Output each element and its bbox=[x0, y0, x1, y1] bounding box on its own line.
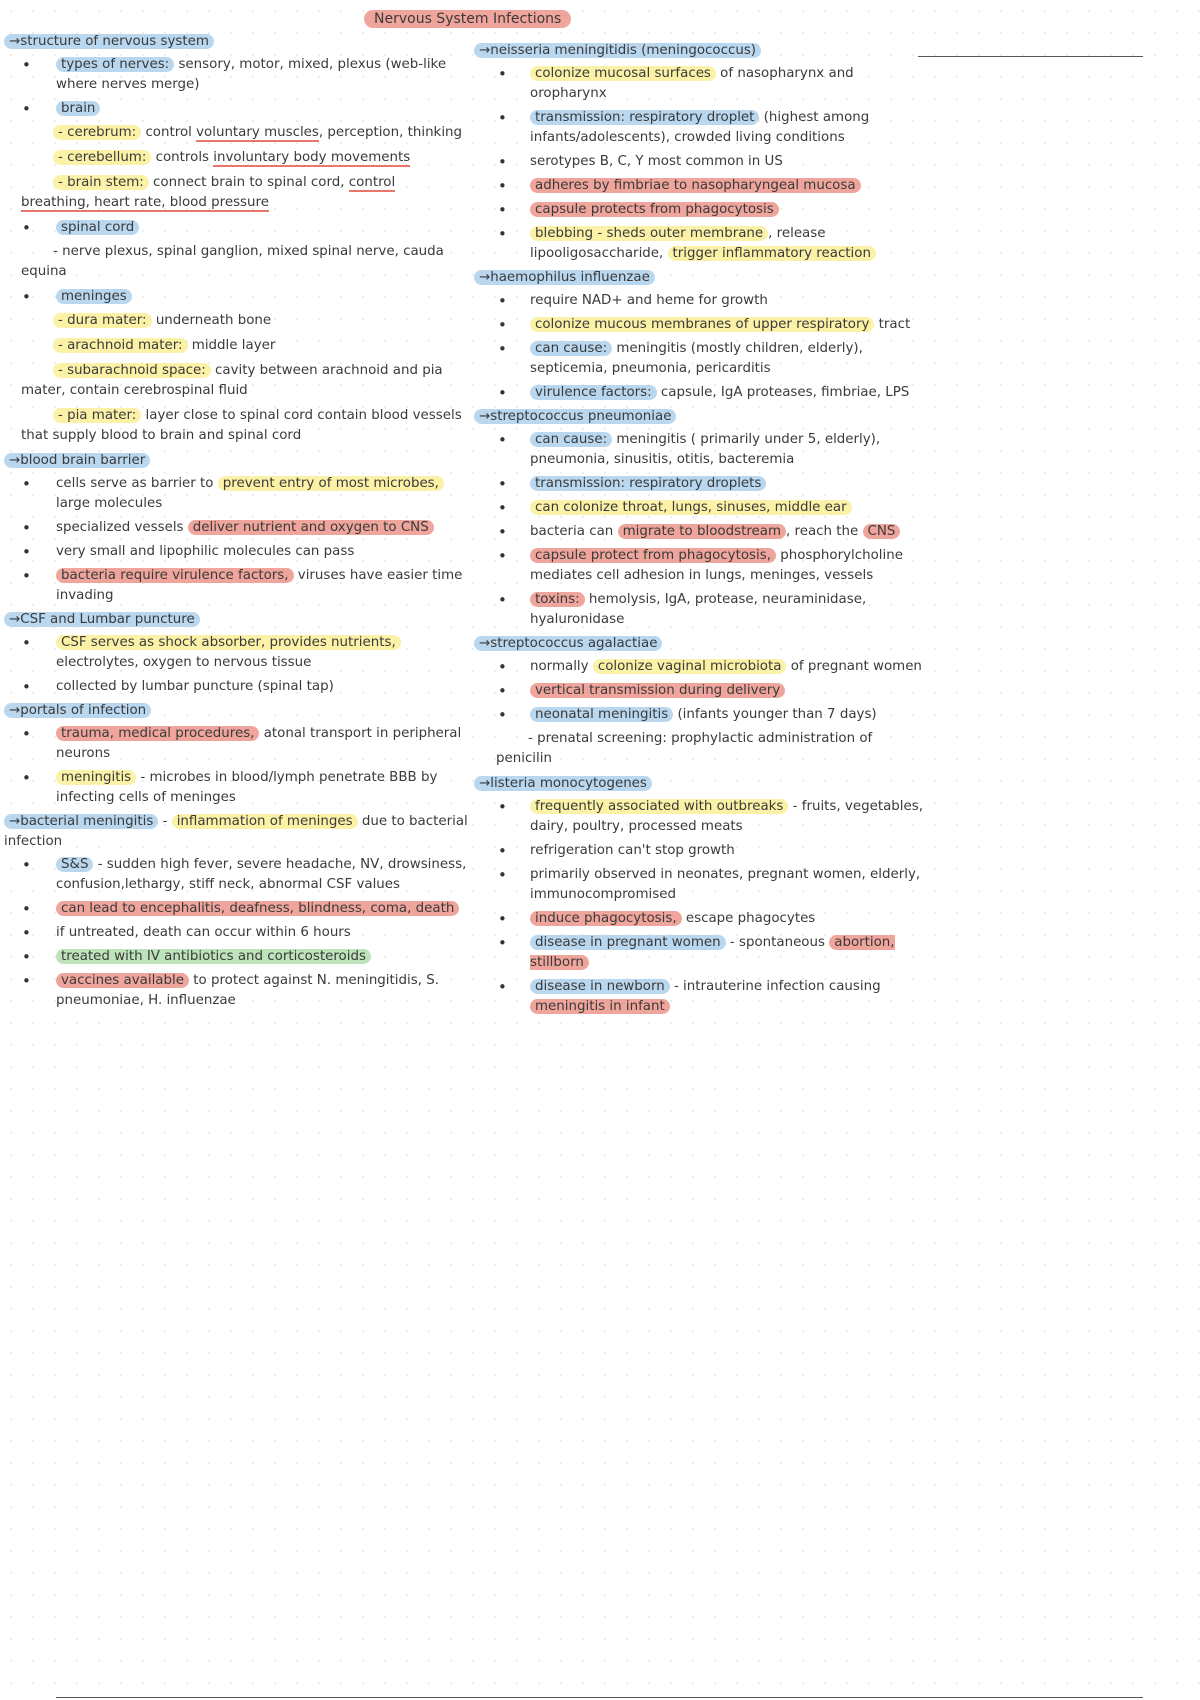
bullet-complications: • can lead to encephalitis, deafness, blindness, coma, death bbox=[4, 899, 468, 919]
right-column bbox=[474, 41, 924, 1021]
sub-brain-stem: - brain stem: connect brain to spinal cord, control breathing, heart rate, blood pressure bbox=[21, 175, 396, 210]
bullet-spinal-cord: • spinal cord bbox=[4, 218, 468, 238]
sub-arachnoid-mater: - arachnoid mater: middle layer bbox=[4, 336, 468, 356]
bullet-bbb-vessels: • specialized vessels deliver nutrient and oxygen to CNS bbox=[4, 518, 468, 538]
bullet-listeria-newborn: • disease in newborn - intrauterine infection causing meningitis in infant bbox=[474, 977, 924, 1017]
section-heading-bacterial-meningitis: →bacterial meningitis - inflammation of meninges due to bacterial infection bbox=[4, 814, 468, 849]
bullet-brain: • brain bbox=[4, 99, 468, 119]
bullet-types-of-nerves: • types of nerves: sensory, motor, mixed, plexus (web-like where nerves merge) bbox=[4, 55, 468, 95]
section-heading-portals: →portals of infection bbox=[4, 701, 468, 721]
sub-dura-mater: - dura mater: underneath bone bbox=[4, 311, 468, 331]
bullet-agalactiae-vertical: • vertical transmission during delivery bbox=[474, 681, 924, 701]
bullet-neisseria-colonize: • colonize mucosal surfaces of nasopharynx and oropharynx bbox=[474, 64, 924, 104]
bullet-bbb-barrier: • cells serve as barrier to prevent entry of most microbes, large molecules bbox=[4, 474, 468, 514]
bullet-pneumo-transmission: • transmission: respiratory droplets bbox=[474, 474, 924, 494]
bullet-listeria-refrigeration: • refrigeration can't stop growth bbox=[474, 841, 924, 861]
section-heading-strep-pneumoniae: →streptococcus pneumoniae bbox=[474, 407, 924, 427]
bullet-vaccines: • vaccines available to protect against N. meningitidis, S. pneumoniae, H. influenzae bbox=[4, 971, 468, 1011]
bullet-neisseria-capsule: • capsule protects from phagocytosis bbox=[474, 200, 924, 220]
top-rule bbox=[918, 56, 1143, 57]
sub-cerebellum: - cerebellum: controls involuntary body movements bbox=[4, 148, 468, 168]
bullet-pneumo-toxins: • toxins: hemolysis, IgA, protease, neuraminidase, hyaluronidase bbox=[474, 590, 924, 630]
section-heading-listeria: →listeria monocytogenes bbox=[474, 774, 924, 794]
bullet-haemophilus-growth: • require NAD+ and heme for growth bbox=[474, 291, 924, 311]
bullet-haemophilus-colonize: • colonize mucous membranes of upper respiratory tract bbox=[474, 315, 924, 335]
bottom-rule bbox=[56, 1697, 1143, 1698]
page-title: Nervous System Infections bbox=[364, 10, 571, 28]
section-heading-strep-agalactiae: →streptococcus agalactiae bbox=[474, 634, 924, 654]
bullet-untreated: • if untreated, death can occur within 6 hours bbox=[4, 923, 468, 943]
bullet-pneumo-bloodstream: • bacteria can migrate to bloodstream , reach the CNS bbox=[474, 522, 924, 542]
sub-spinal-parts: - nerve plexus, spinal ganglion, mixed spinal nerve, cauda equina bbox=[21, 244, 444, 279]
bullet-bbb-lipophilic: • very small and lipophilic molecules can pass bbox=[4, 542, 468, 562]
section-heading-haemophilus: →haemophilus influenzae bbox=[474, 268, 924, 288]
bullet-neisseria-fimbriae: • adheres by fimbriae to nasopharyngeal mucosa bbox=[474, 176, 924, 196]
bullet-symptoms: • S&S - sudden high fever, severe headache, NV, drowsiness, confusion,lethargy, stiff neck, abnormal CSF values bbox=[4, 855, 468, 895]
sub-pia-mater: - pia mater: layer close to spinal cord contain blood vessels that supply blood to brain and spinal cord bbox=[21, 408, 462, 443]
section-heading-bbb: →blood brain barrier bbox=[4, 451, 468, 471]
bullet-neisseria-blebbing: • blebbing - sheds outer membrane , release lipooligosaccharide, trigger inflammatory reaction bbox=[474, 224, 924, 264]
section-heading-structure: →structure of nervous system bbox=[4, 32, 468, 52]
section-heading-csf: →CSF and Lumbar puncture bbox=[4, 610, 468, 630]
bullet-listeria-phagocytosis: • induce phagocytosis, escape phagocytes bbox=[474, 909, 924, 929]
bullet-pneumo-colonize: • can colonize throat, lungs, sinuses, middle ear bbox=[474, 498, 924, 518]
bullet-listeria-pregnant: • disease in pregnant women - spontaneous abortion, stillborn bbox=[474, 933, 924, 973]
bullet-meninges: • meninges bbox=[4, 287, 468, 307]
bullet-listeria-populations: • primarily observed in neonates, pregnant women, elderly, immunocompromised bbox=[474, 865, 924, 905]
bullet-pneumo-capsule: • capsule protect from phagocytosis, phosphorylcholine mediates cell adhesion in lungs, meninges, vessels bbox=[474, 546, 924, 586]
bullet-treatment: • treated with IV antibiotics and corticosteroids bbox=[4, 947, 468, 967]
bullet-bbb-virulence: • bacteria require virulence factors, viruses have easier time invading bbox=[4, 566, 468, 606]
bullet-neisseria-serotypes: • serotypes B, C, Y most common in US bbox=[474, 152, 924, 172]
bullet-portals-meningitis: • meningitis - microbes in blood/lymph penetrate BBB by infecting cells of meninges bbox=[4, 768, 468, 808]
bullet-agalactiae-colonize: • normally colonize vaginal microbiota of pregnant women bbox=[474, 657, 924, 677]
bullet-csf-absorber: • CSF serves as shock absorber, provides nutrients, electrolytes, oxygen to nervous tissue bbox=[4, 633, 468, 673]
bullet-haemophilus-causes: • can cause: meningitis (mostly children, elderly), septicemia, pneumonia, pericarditis bbox=[474, 339, 924, 379]
bullet-csf-lumbar: • collected by lumbar puncture (spinal tap) bbox=[4, 677, 468, 697]
bullet-agalactiae-neonatal: • neonatal meningitis (infants younger than 7 days) bbox=[474, 705, 924, 725]
bullet-neisseria-transmission: • transmission: respiratory droplet (highest among infants/adolescents), crowded living conditions bbox=[474, 108, 924, 148]
bullet-haemophilus-virulence: • virulence factors: capsule, IgA proteases, fimbriae, LPS bbox=[474, 383, 924, 403]
sub-subarachnoid-space: - subarachnoid space: cavity between arachnoid and pia mater, contain cerebrospinal fluid bbox=[21, 363, 443, 398]
sub-cerebrum: - cerebrum: control voluntary muscles, perception, thinking bbox=[4, 123, 468, 143]
bullet-portals-trauma: • trauma, medical procedures, atonal transport in peripheral neurons bbox=[4, 724, 468, 764]
sub-agalactiae-screening: - prenatal screening: prophylactic administration of penicilin bbox=[496, 731, 873, 766]
left-column bbox=[4, 32, 468, 1015]
bullet-listeria-outbreaks: • frequently associated with outbreaks - fruits, vegetables, dairy, poultry, processed meats bbox=[474, 797, 924, 837]
section-heading-neisseria: →neisseria meningitidis (meningococcus) bbox=[474, 41, 924, 61]
bullet-pneumo-causes: • can cause: meningitis ( primarily under 5, elderly), pneumonia, sinusitis, otitis, bacteremia bbox=[474, 430, 924, 470]
